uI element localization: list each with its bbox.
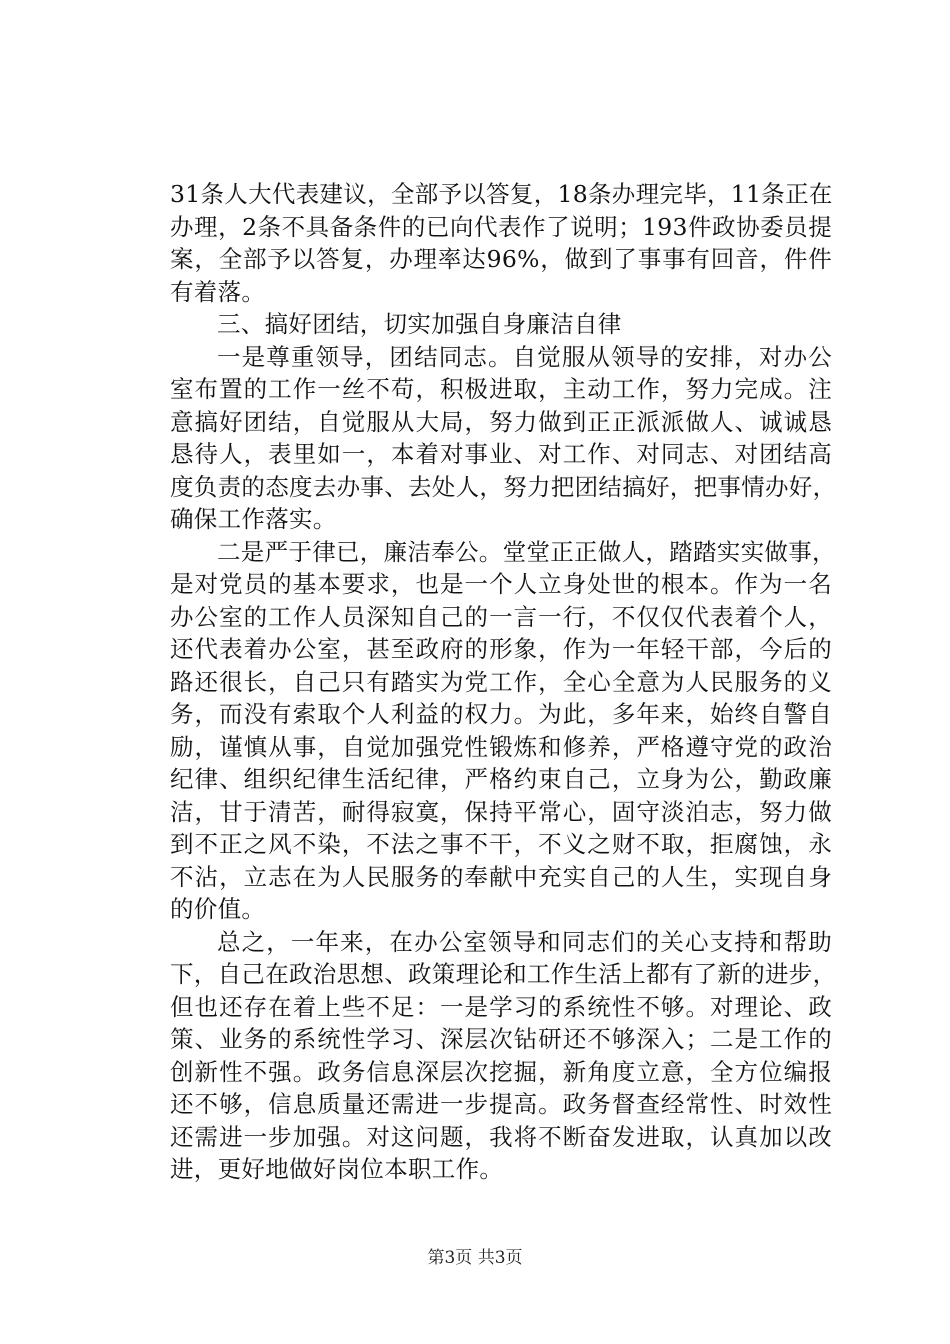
text-line: 意搞好团结，自觉服从大局，努力做到正正派派做人、诚诚恳 [170, 407, 832, 436]
text-line: 31条人大代表建议，全部予以答复，18条办理完毕，11条正在 [170, 180, 833, 208]
page-footer: 第3页 共3页 [427, 1248, 523, 1268]
text-line: 下，自己在政治思想、政策理论和工作生活上都有了新的进步， [170, 960, 837, 988]
text-line: 总之，一年来，在办公室领导和同志们的关心支持和帮助 [217, 927, 832, 956]
text-line: 纪律、组织纪律生活纪律，严格约束自己，立身为公，勤政廉 [170, 765, 832, 793]
text-line: 室布置的工作一丝不苟，积极进取，主动工作，努力完成。注 [170, 375, 832, 403]
document-body [170, 178, 837, 1186]
text-line: 务，而没有索取个人利益的权力。为此，多年来，始终自警自 [170, 700, 832, 728]
text-line: 但也还存在着上些不足：一是学习的系统性不够。对理论、政 [170, 992, 832, 1021]
text-line: 一是尊重领导，团结同志。自觉服从领导的安排，对办公 [217, 342, 832, 371]
text-line: 创新性不强。政务信息深层次挖掘，新角度立意，全方位编报 [170, 1057, 832, 1086]
text-line: 恳待人，表里如一，本着对事业、对工作、对同志、对团结高 [170, 440, 832, 468]
text-line: 洁，甘于清苦，耐得寂寞，保持平常心，固守淡泊志，努力做 [170, 797, 832, 826]
text-line: 有着落。 [170, 277, 266, 306]
text-line: 办理，2条不具备条件的已向代表作了说明；193件政协委员提 [170, 212, 832, 241]
text-line: 度负责的态度去办事、去处人，努力把团结搞好，把事情办好， [170, 472, 837, 501]
text-line: 不沾，立志在为人民服务的奉献中充实自己的人生，实现自身 [170, 862, 832, 891]
text-line: 案，全部予以答复，办理率达96%，做到了事事有回音，件件 [170, 245, 832, 273]
text-line: 策、业务的系统性学习、深层次钻研还不够深入；二是工作的 [170, 1025, 832, 1053]
text-line: 还需进一步加强。对这问题，我将不断奋发进取，认真加以改 [170, 1122, 832, 1151]
text-line: 进，更好地做好岗位本职工作。 [170, 1155, 504, 1183]
text-line: 励，谨慎从事，自觉加强党性锻炼和修养，严格遵守党的政治 [170, 732, 832, 761]
text-line: 三、搞好团结，切实加强自身廉洁自律 [217, 310, 622, 338]
text-line: 确保工作落实。 [170, 505, 337, 533]
text-line: 路还很长，自己只有踏实为党工作，全心全意为人民服务的义 [170, 667, 832, 696]
text-line: 还不够，信息质量还需进一步提高。政务督查经常性、时效性 [170, 1090, 832, 1118]
text-line: 的价值。 [170, 895, 266, 923]
text-line: 到不正之风不染，不法之事不干，不义之财不取，拒腐蚀，永 [170, 830, 832, 858]
text-line: 二是严于律已，廉洁奉公。堂堂正正做人，踏踏实实做事， [217, 537, 836, 566]
text-line: 办公室的工作人员深知自己的一言一行，不仅仅代表着个人， [170, 602, 832, 631]
text-line: 是对党员的基本要求，也是一个人立身处世的根本。作为一名 [170, 570, 832, 598]
text-line: 还代表着办公室，甚至政府的形象，作为一年轻干部，今后的 [170, 635, 832, 663]
